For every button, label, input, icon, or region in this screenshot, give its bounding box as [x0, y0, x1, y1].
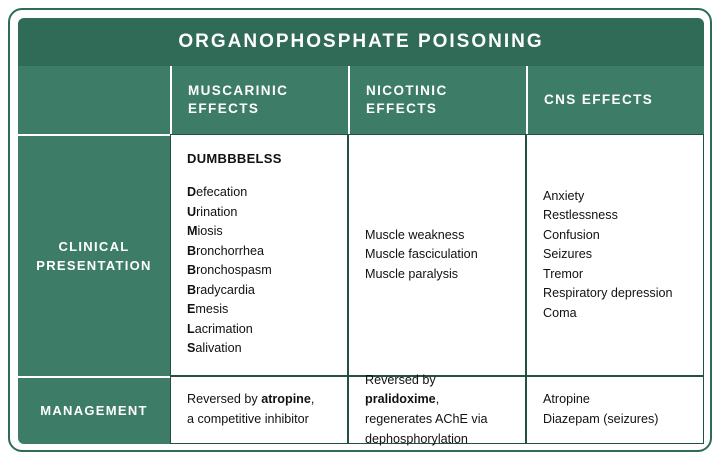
infographic-frame	[8, 8, 712, 452]
drug-name: pralidoxime	[365, 392, 436, 407]
list-item	[187, 300, 331, 320]
list-item: Muscle paralysis	[365, 266, 459, 281]
list-item: Coma	[543, 305, 577, 320]
cell-clinical-cns	[526, 134, 704, 376]
mnemonic-letter: M	[187, 224, 198, 239]
list-item: Seizures	[543, 247, 592, 262]
column-header-nicotinic-label: NICOTINIC EFFECTS	[366, 82, 448, 116]
list-item: Diazepam (seizures)	[543, 412, 659, 426]
column-header-muscarinic	[170, 66, 348, 134]
list-item-text: alivation	[195, 341, 242, 356]
muscarinic-effects-list	[187, 183, 331, 359]
list-item-text: radycardia	[196, 282, 255, 297]
mnemonic-letter: E	[187, 302, 196, 317]
text-part: Reversed by	[187, 392, 262, 407]
list-item	[187, 222, 331, 242]
text-part: ,	[310, 392, 315, 407]
mnemonic-letter: B	[187, 263, 197, 278]
mnemonic-letter: U	[187, 204, 197, 219]
management-nicotinic-text-line3: dephosphorylation	[365, 431, 468, 446]
row-label-clinical-presentation: CLINICAL PRESENTATION	[18, 134, 170, 376]
page-title: ORGANOPHOSPHATE POISONING	[18, 18, 704, 66]
management-cns-list	[543, 390, 687, 429]
column-header-cns-label: CNS EFFECTS	[544, 91, 654, 107]
list-item: Respiratory depression	[543, 286, 673, 301]
table-row-clinical-presentation	[18, 134, 704, 376]
cell-management-muscarinic	[170, 376, 348, 444]
column-header-muscarinic-label: MUSCARINIC EFFECTS	[188, 82, 289, 116]
cns-effects-list	[543, 187, 687, 324]
header-corner-cell	[18, 66, 170, 134]
mnemonic-letter: D	[187, 185, 197, 200]
infographic-board	[18, 18, 704, 444]
mnemonic-letter: B	[187, 282, 197, 297]
management-muscarinic-text	[187, 390, 331, 410]
cell-clinical-nicotinic	[348, 134, 526, 376]
management-muscarinic-text-line2: a competitive inhibitor	[187, 412, 309, 426]
list-item	[187, 183, 331, 203]
cell-management-cns	[526, 376, 704, 444]
list-item: Restlessness	[543, 208, 618, 223]
list-item	[187, 281, 331, 301]
list-item	[187, 203, 331, 223]
cell-clinical-muscarinic	[170, 134, 348, 376]
management-nicotinic-text-line2: regenerates AChE via	[365, 412, 488, 426]
list-item-text: efecation	[196, 185, 248, 200]
column-header-cns	[526, 66, 704, 134]
text-part: ,	[435, 392, 440, 407]
list-item: Muscle weakness	[365, 227, 465, 242]
list-item-text: ronchorrhea	[196, 243, 265, 258]
table-header-row	[18, 66, 704, 134]
list-item	[187, 261, 331, 281]
list-item-text: iosis	[197, 224, 223, 239]
list-item-text: mesis	[195, 302, 229, 317]
list-item-text: ronchospasm	[196, 263, 272, 278]
list-item: Muscle fasciculation	[365, 247, 478, 262]
mnemonic-letter: S	[187, 341, 196, 356]
list-item: Confusion	[543, 227, 600, 242]
text-part: Reversed by	[365, 372, 436, 387]
cell-management-nicotinic	[348, 372, 526, 446]
table-row-management	[18, 372, 704, 446]
list-item	[187, 339, 331, 359]
list-item	[187, 242, 331, 262]
list-item-text: rination	[196, 204, 238, 219]
list-item: Atropine	[543, 392, 590, 407]
list-item	[187, 320, 331, 340]
mnemonic-letter: B	[187, 243, 197, 258]
list-item-text: acrimation	[194, 321, 253, 336]
mnemonic-letter: L	[187, 321, 195, 336]
nicotinic-effects-list	[365, 226, 509, 285]
row-label-management: MANAGEMENT	[18, 376, 170, 444]
drug-name: atropine	[261, 392, 311, 407]
management-nicotinic-text	[365, 371, 509, 410]
list-item: Tremor	[543, 266, 584, 281]
mnemonic-heading: DUMBBBELSS	[187, 151, 282, 166]
column-header-nicotinic	[348, 66, 526, 134]
list-item: Anxiety	[543, 188, 585, 203]
